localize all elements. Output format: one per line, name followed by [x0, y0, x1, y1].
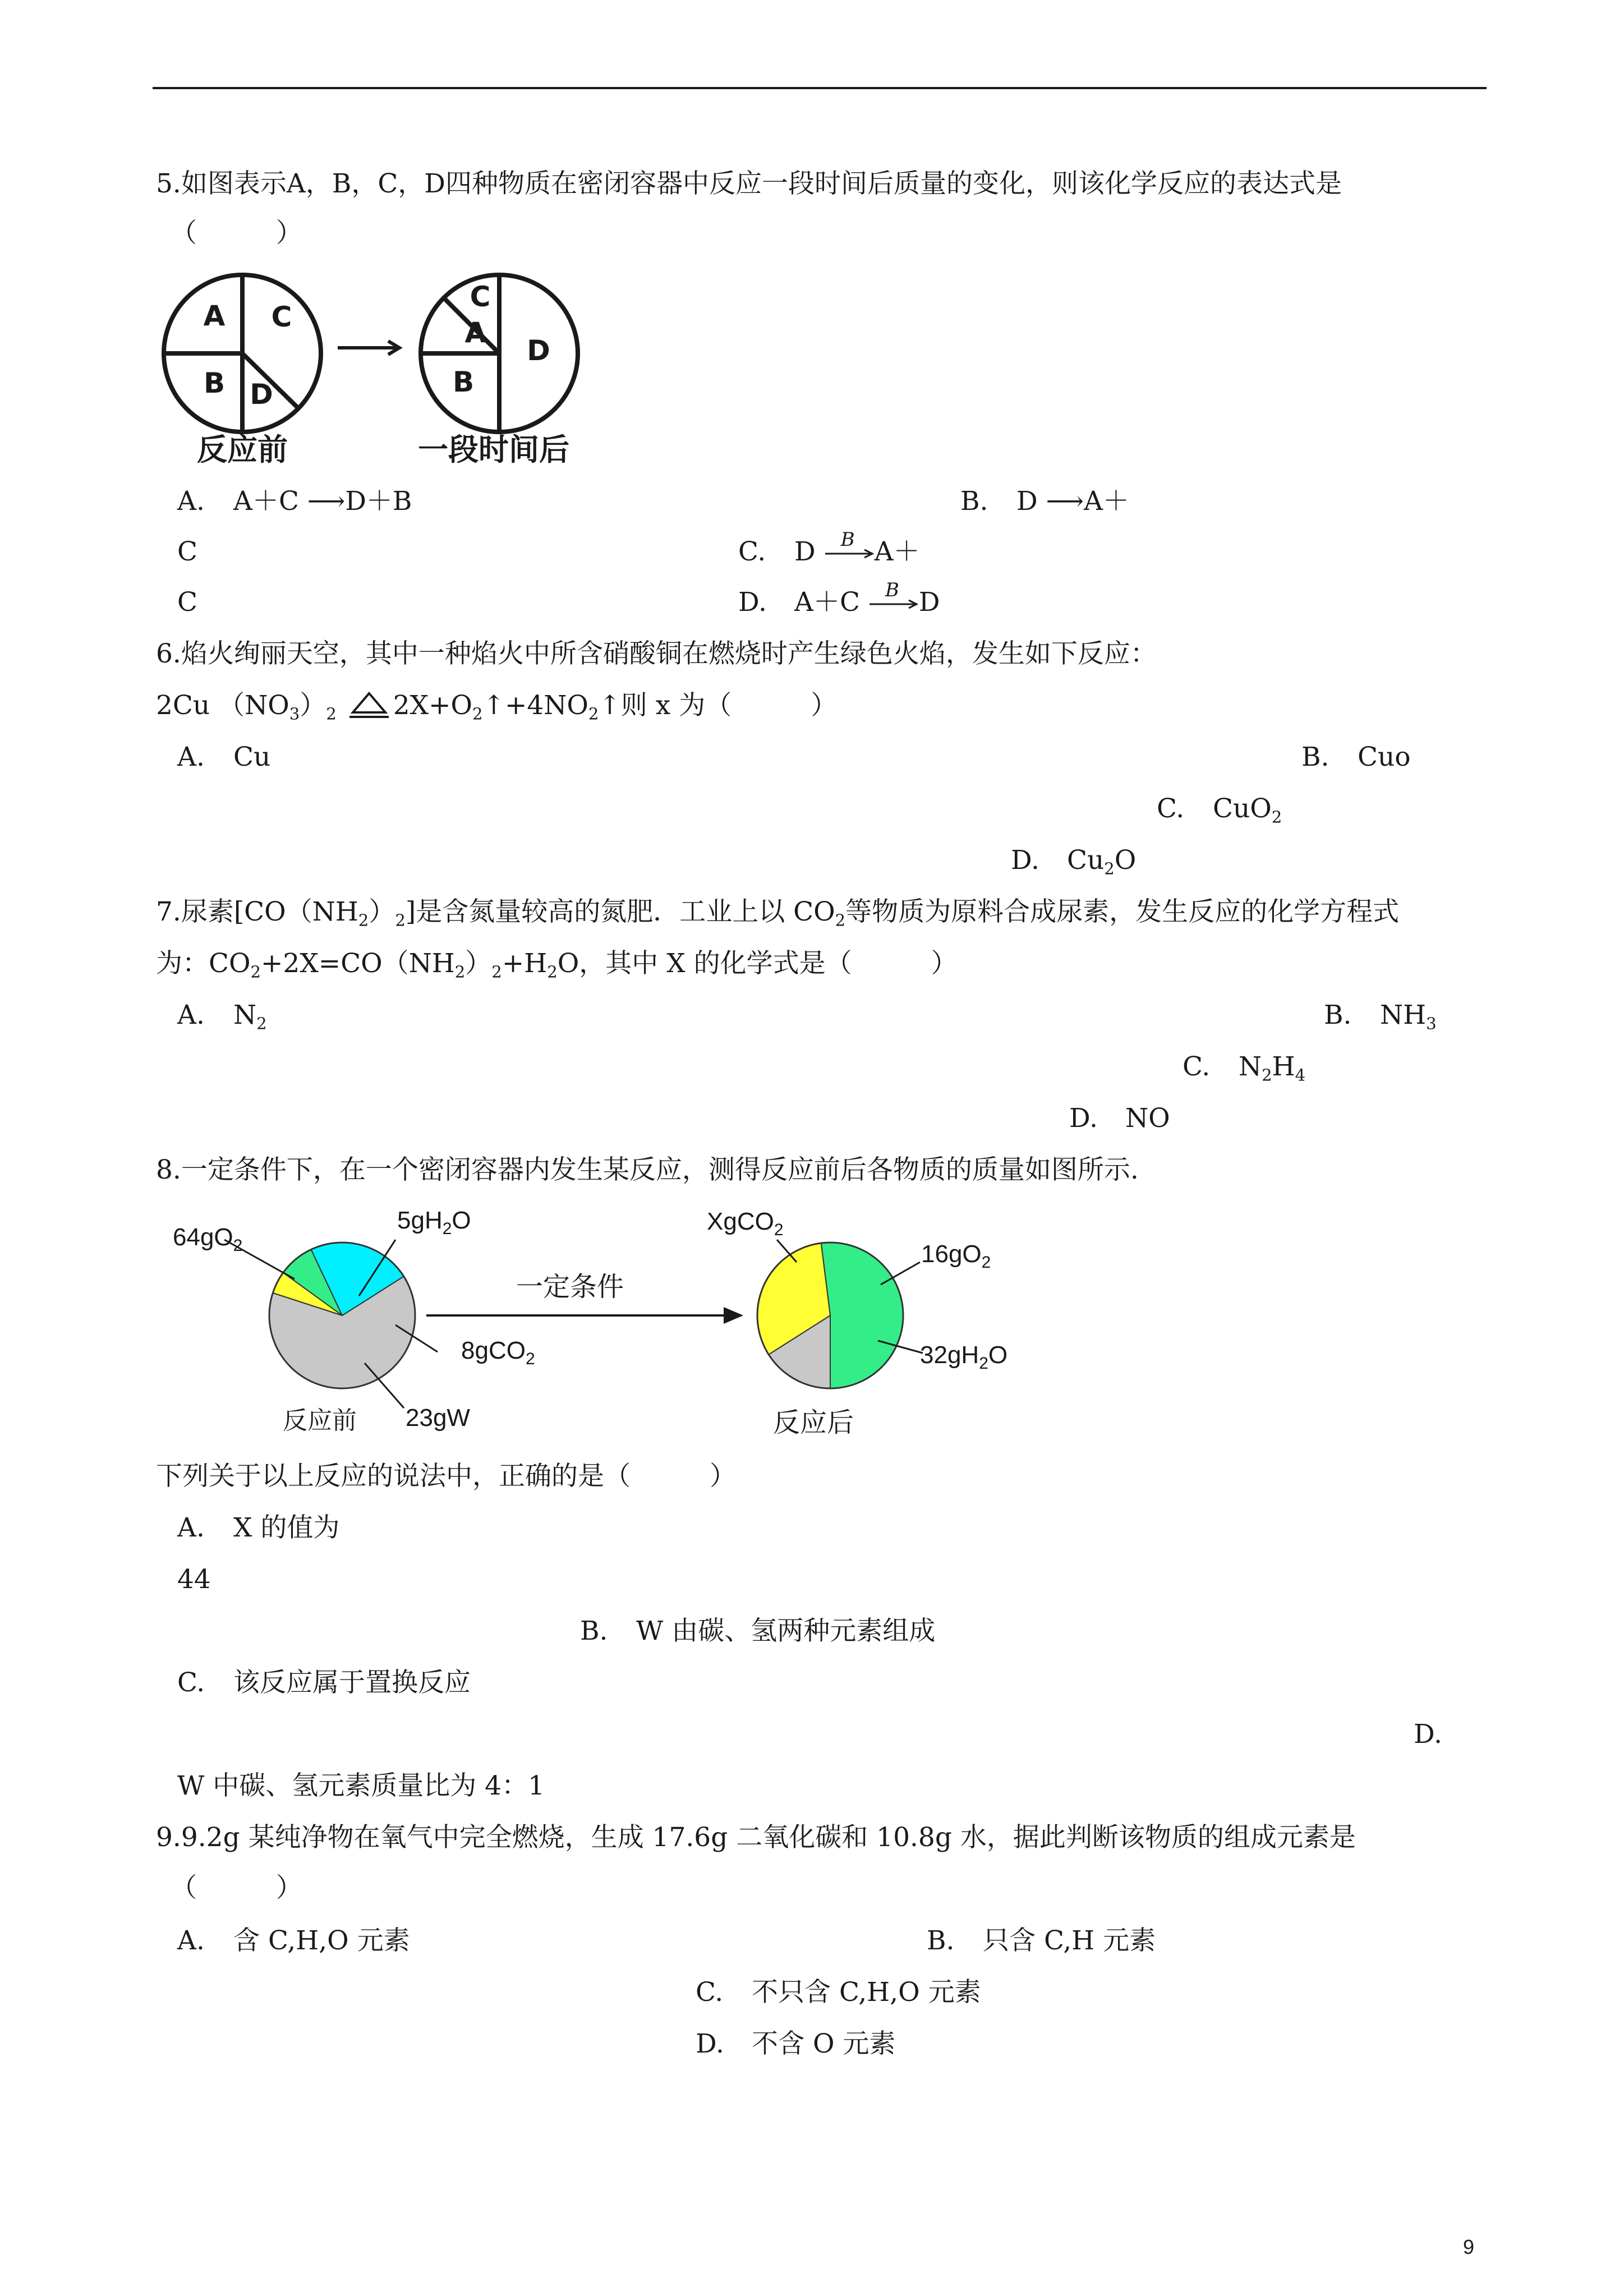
q8-label-h2o-after: $32gH_2O$: [920, 1341, 1008, 1373]
q5-before-letter-c: C: [271, 301, 292, 333]
q8-label-o2-before: $64gO_2$: [173, 1223, 243, 1255]
q6-option-b-label: B.: [1301, 742, 1329, 772]
q8-question: 下列关于以上反应的说法中，正确的是（ ）: [156, 1461, 736, 1492]
q8-after-label: 反应后: [773, 1408, 854, 1438]
q5-option-d-arrow: B: [868, 593, 919, 615]
q5-stem: 5.如图表示A，B，C，D四种物质在密闭容器中反应一段时间后质量的变化，则该化学反应的表达式是: [156, 168, 1342, 199]
q9-option-d-label: D.: [696, 2028, 724, 2059]
q5-option-a-text: A＋C ⟶D＋B: [233, 486, 412, 517]
q6-stem: 6.焰火绚丽天空，其中一种焰火中所含硝酸铜在燃烧时产生绿色火焰，发生如下反应：: [156, 638, 1157, 669]
q9-option-a-text: 含 C,H,O 元素: [233, 1925, 410, 1956]
q8-option-a-cont: 44: [177, 1564, 211, 1595]
q9-option-d-text: 不含 O 元素: [752, 2028, 896, 2059]
q9-option-c-text: 不只含 C,H,O 元素: [752, 1977, 981, 2008]
q9-answer-paren: （ ）: [171, 1872, 302, 1903]
q9-stem: 9.9.2g 某纯净物在氧气中完全燃烧，生成 17.6g 二氧化碳和 10.8g 水，据此判断该物质的组成元素是: [156, 1822, 1356, 1853]
q7-option-c-text: $N_2H_4$: [1239, 1051, 1306, 1085]
q6-option-a-label: A.: [177, 742, 205, 772]
q8-figure: [157, 1195, 1066, 1442]
q8-condition-arrow: [426, 1309, 740, 1322]
q5-option-b-cont: C: [177, 536, 197, 567]
q8-option-d-label: D.: [1414, 1719, 1442, 1750]
q5-option-c-label: C.: [738, 536, 766, 567]
q7-option-b-text: $NH_3$: [1380, 1000, 1437, 1033]
q7-option-d-label: D.: [1069, 1103, 1098, 1134]
q5-before-circle: [164, 275, 321, 432]
q5-before-letter-a: A: [203, 300, 226, 332]
q6-option-c-label: C.: [1157, 793, 1185, 824]
q6-option-d-text: $Cu_2O$: [1067, 845, 1137, 878]
page-number: 9: [1463, 2235, 1475, 2258]
q8-label-co2-before: 8gCO$_2$: [461, 1337, 535, 1368]
q5-before-letter-d: D: [250, 378, 273, 411]
q5-before-label: 反应前: [197, 432, 288, 466]
q5-option-b-label: B.: [960, 486, 988, 517]
q5-option-d-text: A＋C B D: [794, 579, 940, 618]
q8-option-c-text: 该反应属于置换反应: [233, 1667, 471, 1698]
q8-label-o2-after: $16gO_2$: [921, 1240, 991, 1272]
q5-before-letter-b: B: [203, 367, 226, 399]
q8-label-co2-after: XgCO$_2$: [707, 1208, 784, 1239]
q7-option-a-label: A.: [177, 1000, 205, 1030]
q6-option-a-text: Cu: [233, 742, 271, 772]
q7-option-a-text: $N_2$: [233, 1000, 267, 1033]
q8-condition-label: 一定条件: [516, 1272, 624, 1302]
q8-before-label: 反应前: [283, 1407, 357, 1434]
q6-option-d-label: D.: [1011, 845, 1039, 876]
q8-option-a-text: X 的值为: [233, 1512, 340, 1543]
q8-pie-after-slice-0: [821, 1243, 903, 1388]
q8-option-b-label: B.: [580, 1616, 608, 1646]
q5-option-c-cont: C: [177, 587, 197, 618]
q6-option-c-text: CuO$_2$: [1213, 793, 1282, 827]
q8-label-w-before: 23gW: [406, 1404, 470, 1432]
q6-equation: 2Cu $(NO_3)_2$ $2X+O_2↑+4NO_2↑$则 x 为（ ）: [156, 690, 838, 724]
q5-figure: [151, 264, 600, 466]
q7-stem-line1: 7.尿素$[CO(NH_2)_2]$是含氮量较高的氮肥．工业上以 $CO_2$等物质为原料合成尿素，发生反应的化学方程式: [156, 896, 1400, 930]
q8-pie-before: [269, 1243, 415, 1388]
q5-after-circle: [421, 275, 578, 432]
q8-option-d-text: W 中碳、氢元素质量比为 4：1: [177, 1770, 545, 1801]
q7-option-c-label: C.: [1183, 1051, 1211, 1082]
q5-option-c-arrow: B: [824, 542, 875, 565]
q9-option-c-label: C.: [696, 1977, 724, 2008]
q5-after-letter-c: C: [470, 280, 491, 313]
q6-option-b-text: Cuo: [1358, 742, 1411, 772]
q5-option-a-label: A.: [177, 486, 205, 517]
q8-option-c-label: C.: [177, 1667, 205, 1698]
q5-after-letter-a: A: [464, 316, 487, 349]
q8-label-h2o-before: $5gH_2O$: [397, 1207, 471, 1238]
q5-arrow: [338, 341, 399, 355]
q7-option-d-text: NO: [1125, 1103, 1170, 1134]
q9-option-a-label: A.: [177, 1925, 205, 1956]
q8-stem: 8.一定条件下，在一个密闭容器内发生某反应，测得反应前后各物质的质量如图所示.: [156, 1154, 1139, 1185]
q5-option-b-text: D ⟶A＋: [1016, 486, 1129, 517]
q5-after-letter-d: D: [527, 334, 550, 367]
q5-option-d-label: D.: [738, 587, 767, 618]
q5-after-letter-b: B: [452, 366, 475, 398]
heat-triangle-icon: [348, 691, 390, 724]
q7-option-b-label: B.: [1324, 1000, 1352, 1030]
q5-answer-paren: （ ）: [171, 218, 302, 249]
q5-after-label: 一段时间后: [418, 432, 569, 466]
header-rule: [153, 87, 1487, 89]
q8-option-a-label: A.: [177, 1512, 205, 1543]
q5-option-c-text: D B A＋: [794, 528, 920, 567]
q7-stem-line2: 为：$CO_2+2X=CO(NH_2)_2+H_2O$，其中 X 的化学式是（ ）: [156, 948, 958, 982]
q8-pie-after: [757, 1243, 903, 1388]
q9-option-b-label: B.: [927, 1925, 955, 1956]
q8-option-b-text: W 由碳、氢两种元素组成: [636, 1616, 936, 1646]
q9-option-b-text: 只含 C,H 元素: [983, 1925, 1156, 1956]
